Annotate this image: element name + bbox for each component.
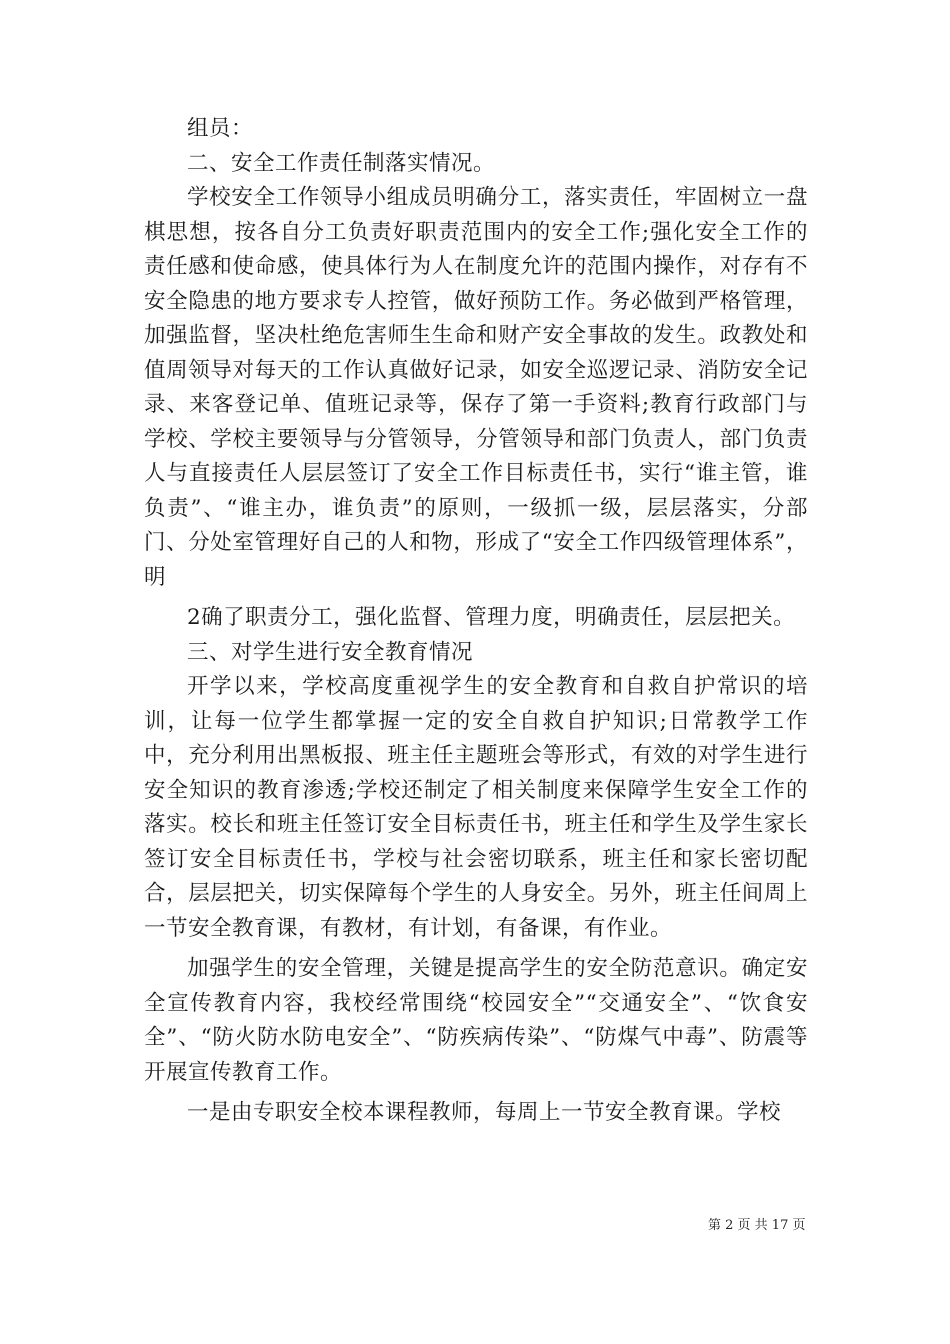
document-body <box>144 112 808 1131</box>
paragraph-members: 组员： <box>187 116 254 141</box>
paragraph-responsibility: 学校安全工作领导小组成员明确分工，落实责任，牢固树立一盘棋思想，按各自分工负责好职责范围内的安全工作;强化安全工作的责任感和使命感，使具体行为人在制度允许的范围内操作，对存有不安全隐患的地方要求专人控管，做好预防工作。务必做到严格管理，加强监督，坚决杜绝危害师生生命和财产安全事故的发生。政教处和值周领导对每天的工作认真做好记录，如安全巡逻记录、消防安全记录、来客登记单、值班记录等，保存了第一手资料;教育行政部门与学校、学校主要领导与分管领导，分管领导和部门负责人，部门负责人与直接责任人层层签订了安全工作目标责任书，实行“谁主管，谁负责”、“谁主办，谁负责”的原则，一级抓一级，层层落实，分部门、分处室管理好自己的人和物，形成了“安全工作四级管理体系”，明 <box>144 185 808 590</box>
paragraph-courses: 一是由专职安全校本课程教师，每周上一节安全教育课。学校 <box>187 1100 782 1125</box>
paragraph-safety-education: 开学以来，学校高度重视学生的安全教育和自救自护常识的培训，让每一位学生都掌握一定的安全自救自护知识;日常教学工作中，充分利用出黑板报、班主任主题班会等形式，有效的对学生进行安全知识的教育渗透;学校还制定了相关制度来保障学生安全工作的落实。校长和班主任签订安全目标责任书，班主任和学生及学生家长签订安全目标责任书，学校与社会密切联系，班主任和家长密切配合，层层把关，切实保障每个学生的人身安全。另外，班主任间周上一节安全教育课，有教材，有计划，有备课，有作业。 <box>144 674 808 941</box>
heading-section-2: 二、安全工作责任制落实情况。 <box>187 150 496 176</box>
paragraph-safety-management: 加强学生的安全管理，关键是提高学生的安全防范意识。确定安全宣传教育内容，我校经常围绕“校园安全”“交通安全”、“饮食安全”、“防火防水防电安全”、“防疾病传染”、“防煤气中毒”、防震等开展宣传教育工作。 <box>144 956 808 1085</box>
heading-section-3: 三、对学生进行安全教育情况 <box>187 639 474 665</box>
paragraph-responsibility-continued: 2确了职责分工，强化监督、管理力度，明确责任，层层把关。 <box>187 605 796 630</box>
page-number-footer: 第 2 页 共 17 页 <box>708 1218 806 1233</box>
